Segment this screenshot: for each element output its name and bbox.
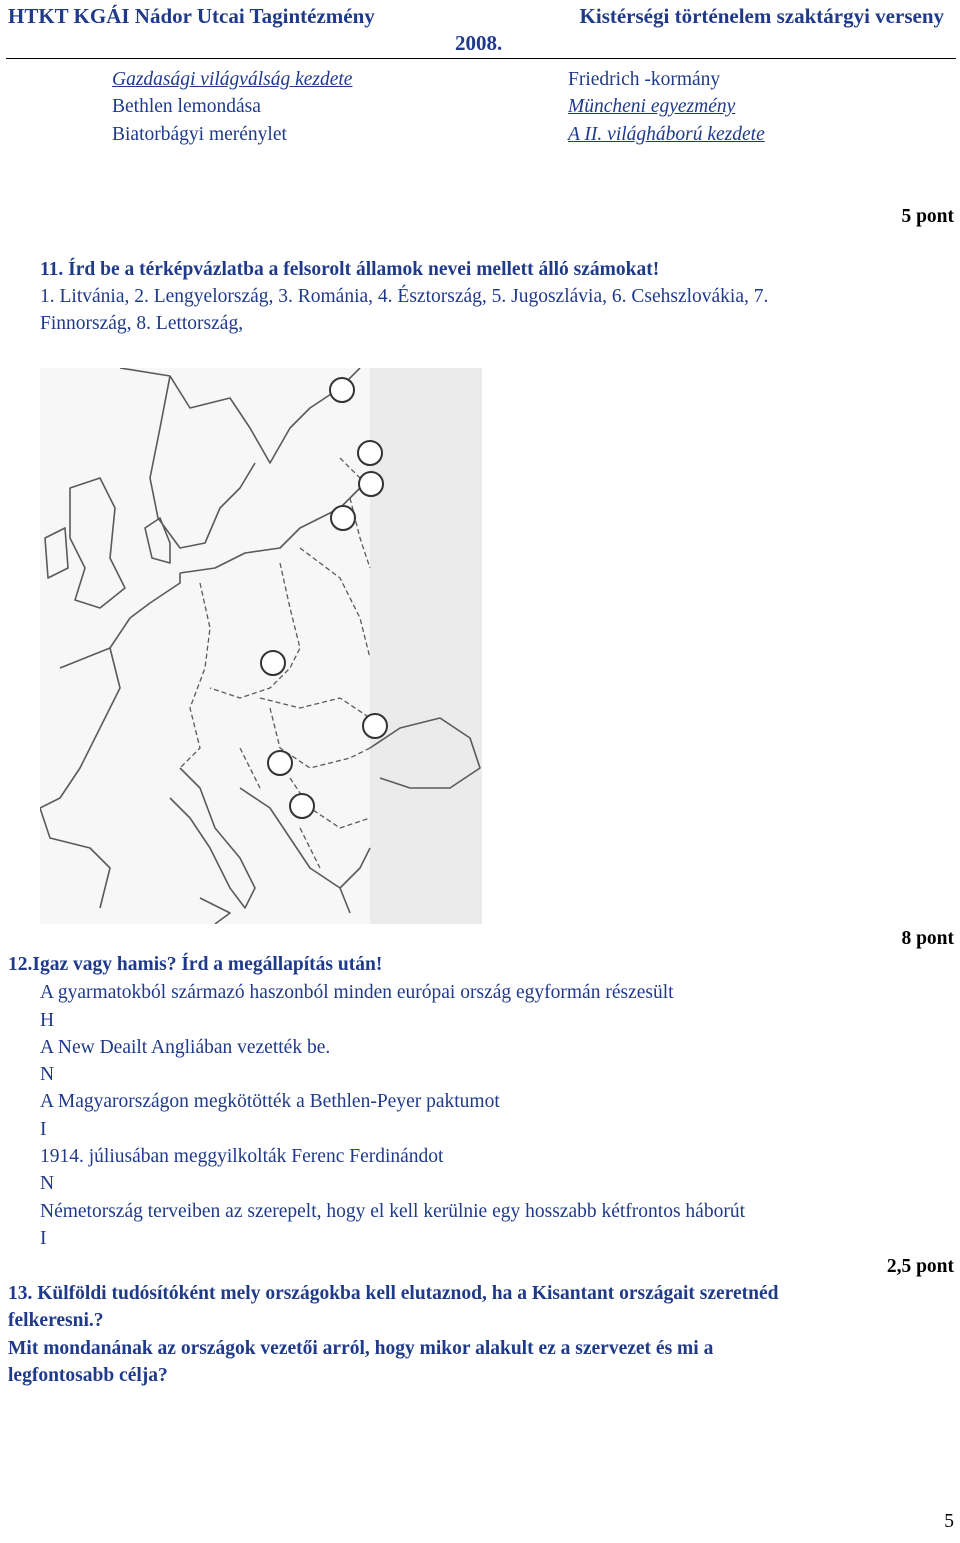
header-year: 2008. — [455, 31, 503, 55]
map-circle-7 — [268, 751, 292, 775]
europe-outline-map — [40, 368, 482, 924]
q13-points: 2,5 pont — [886, 1256, 954, 1277]
map-circle-8 — [290, 794, 314, 818]
event-left-2: Bethlen lemondása — [112, 96, 261, 117]
q11-list-line1: 1. Litvánia, 2. Lengyelország, 3. Románia, 4. Észtország, 5. Jugoszlávia, 6. Csehszlovákia, 7. — [40, 286, 769, 307]
q11-list-line2: Finnország, 8. Lettország, — [40, 313, 244, 334]
map-circle-3 — [359, 472, 383, 496]
q12-title: 12.Igaz vagy hamis? Írd a megállapítás után! — [8, 954, 383, 975]
header-rule — [6, 58, 956, 59]
page-number: 5 — [944, 1511, 954, 1532]
q11-points: 5 pont — [901, 206, 954, 227]
map-circle-2 — [358, 441, 382, 465]
q12-statement-1: A gyarmatokból származó haszonból minden európai ország egyformán részesült — [40, 982, 674, 1003]
event-right-1: Friedrich -kormány — [568, 69, 721, 90]
map-circle-6 — [363, 714, 387, 738]
q12-statement-3: A Magyarországon megkötötték a Bethlen-Peyer paktumot — [40, 1091, 500, 1112]
q13-line1: 13. Külföldi tudósítóként mely országokba kell elutaznod, ha a Kisantant országait szeretnéd — [8, 1283, 779, 1304]
event-right-2: Müncheni egyezmény — [568, 96, 736, 117]
event-right-3: A II. világháború kezdete — [568, 124, 765, 145]
q12-answer-4: N — [40, 1173, 55, 1194]
q12-statement-5: Németország terveiben az szerepelt, hogy el kell kerülnie egy hosszabb kétfrontos háborút — [40, 1201, 745, 1222]
q13-line3: Mit mondanának az országok vezetői arról, hogy mikor alakult ez a szervezet és mi a — [8, 1338, 714, 1359]
q12-answer-3: I — [40, 1119, 47, 1140]
event-left-3: Biatorbágyi merénylet — [112, 124, 287, 145]
q13-line2: felkeresni.? — [8, 1310, 104, 1331]
q12-answer-1: H — [40, 1010, 55, 1031]
q12-points: 8 pont — [901, 928, 954, 949]
map-circle-1 — [330, 378, 354, 402]
map-circle-4 — [331, 506, 355, 530]
q11-title: 11. Írd be a térképvázlatba a felsorolt államok nevei mellett álló számokat! — [40, 259, 660, 280]
event-left-1: Gazdasági világválság kezdete — [112, 69, 353, 90]
q13-line4: legfontosabb célja? — [8, 1365, 168, 1386]
q12-answer-5: I — [40, 1228, 47, 1249]
q12-statement-4: 1914. júliusában meggyilkolták Ferenc Ferdinándot — [40, 1146, 444, 1167]
header-school: HTKT KGÁI Nádor Utcai Tagintézmény — [8, 4, 375, 28]
q12-answer-2: N — [40, 1064, 55, 1085]
map-circle-5 — [261, 651, 285, 675]
header-competition: Kistérségi történelem szaktárgyi verseny — [579, 4, 944, 28]
q12-statement-2: A New Deailt Angliában vezették be. — [40, 1037, 331, 1058]
